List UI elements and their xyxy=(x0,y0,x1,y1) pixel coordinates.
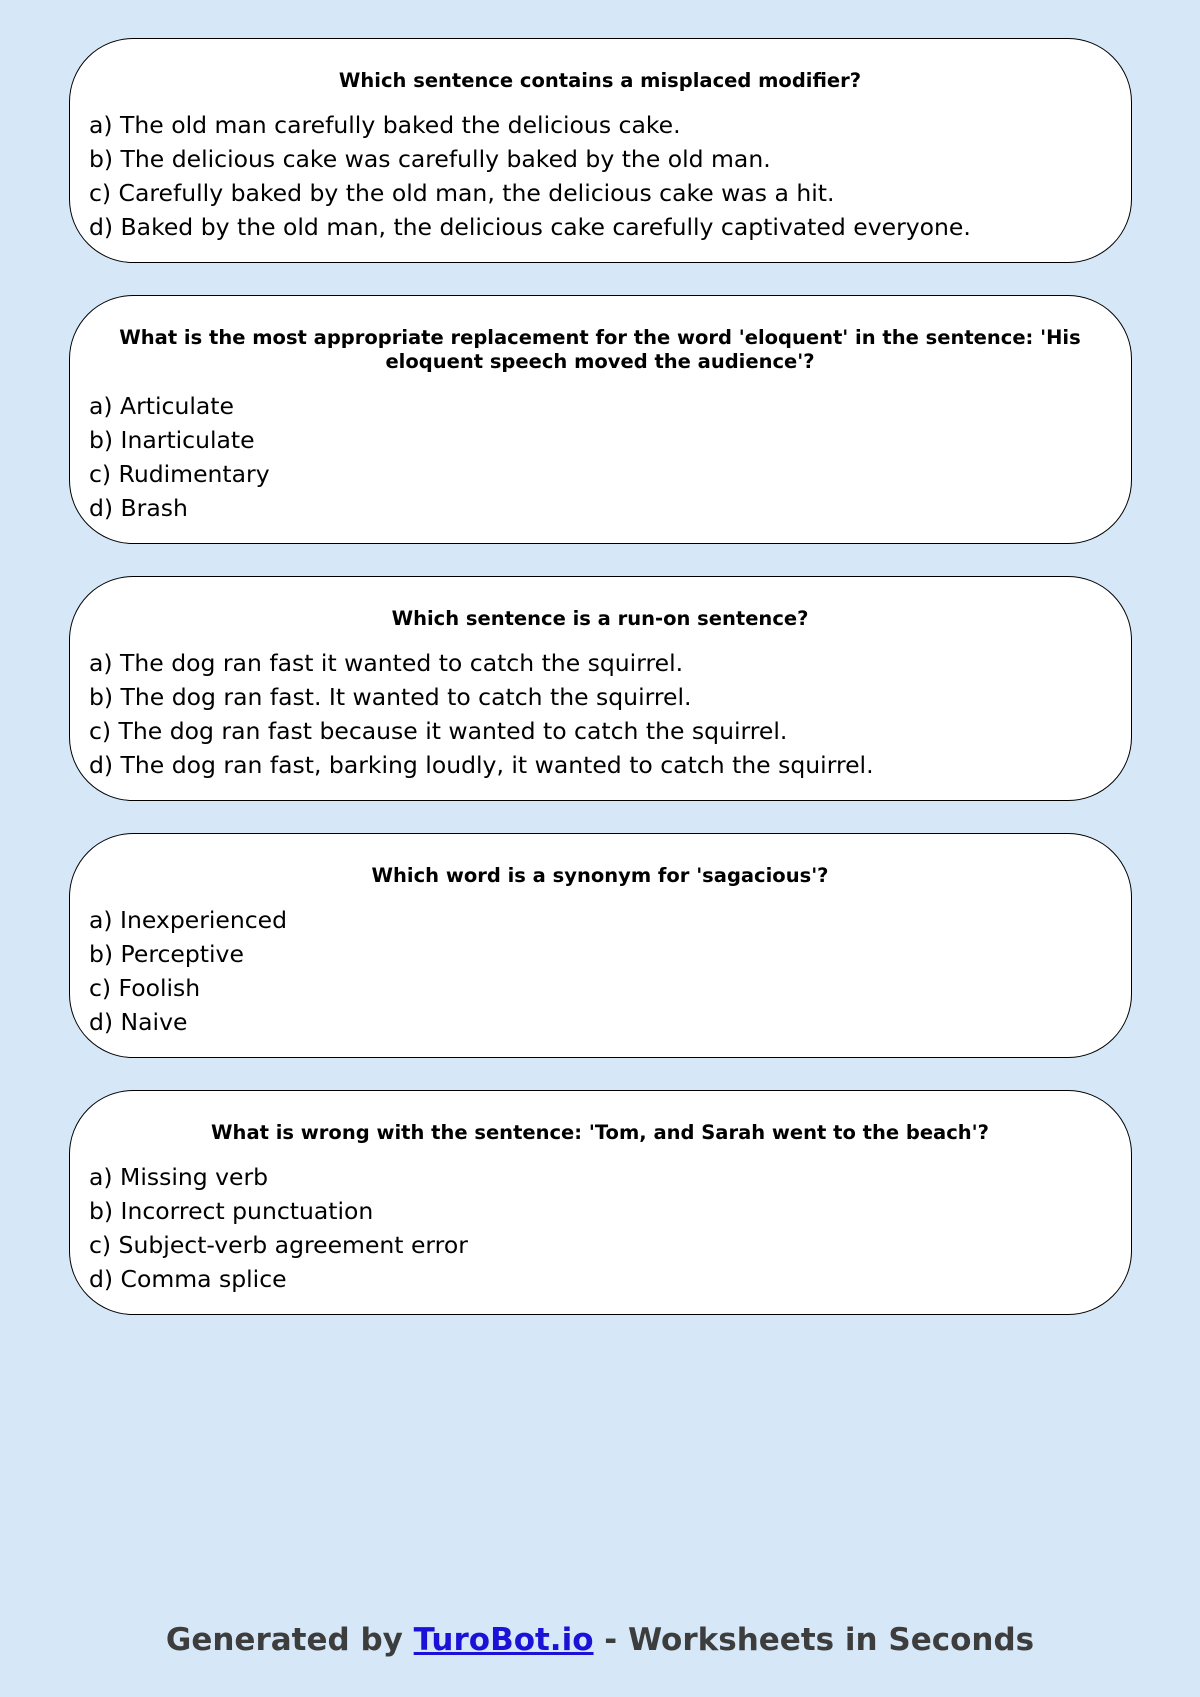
question-prompt: Which word is a synonym for 'sagacious'? xyxy=(371,864,829,887)
question-card xyxy=(69,576,1132,801)
option-a: a) The old man carefully baked the delicious cake. xyxy=(89,111,681,139)
option-list xyxy=(89,1160,1111,1296)
option-a: a) Inexperienced xyxy=(89,906,288,934)
option-b: b) The dog ran fast. It wanted to catch the squirrel. xyxy=(89,683,692,711)
option-list xyxy=(89,646,1111,782)
question-card xyxy=(69,833,1132,1058)
option-a: a) Articulate xyxy=(89,392,234,420)
option-c: c) Carefully baked by the old man, the delicious cake was a hit. xyxy=(89,179,835,207)
question-card xyxy=(69,295,1132,544)
question-list xyxy=(69,38,1132,1347)
footer-suffix: - Worksheets in Seconds xyxy=(593,1622,1035,1658)
option-d: d) Baked by the old man, the delicious cake carefully captivated everyone. xyxy=(89,213,971,241)
option-b: b) Inarticulate xyxy=(89,426,255,454)
option-c: c) The dog ran fast because it wanted to catch the squirrel. xyxy=(89,717,788,745)
option-d: d) Brash xyxy=(89,494,188,522)
option-b: b) Perceptive xyxy=(89,940,244,968)
option-list xyxy=(89,389,1111,525)
question-card xyxy=(69,38,1132,263)
option-list xyxy=(89,108,1111,244)
question-prompt: Which sentence is a run-on sentence? xyxy=(391,607,809,630)
turobot-link[interactable]: TuroBot.io xyxy=(413,1622,594,1658)
option-d: d) The dog ran fast, barking loudly, it wanted to catch the squirrel. xyxy=(89,751,874,779)
option-d: d) Naive xyxy=(89,1008,188,1036)
question-prompt: Which sentence contains a misplaced modifier? xyxy=(338,69,862,92)
option-a: a) Missing verb xyxy=(89,1163,269,1191)
option-b: b) Incorrect punctuation xyxy=(89,1197,374,1225)
option-list xyxy=(89,903,1111,1039)
footer-credit xyxy=(0,1618,1200,1662)
option-a: a) The dog ran fast it wanted to catch the squirrel. xyxy=(89,649,684,677)
question-prompt: What is wrong with the sentence: 'Tom, and Sarah went to the beach'? xyxy=(211,1121,989,1144)
question-card xyxy=(69,1090,1132,1315)
footer-prefix: Generated by xyxy=(165,1622,414,1658)
question-prompt: What is the most appropriate replacement for the word 'eloquent' in the sentence: 'His eloquent speech moved the audience'? xyxy=(119,326,1081,373)
option-d: d) Comma splice xyxy=(89,1265,287,1293)
option-c: c) Foolish xyxy=(89,974,201,1002)
option-c: c) Rudimentary xyxy=(89,460,270,488)
option-b: b) The delicious cake was carefully baked by the old man. xyxy=(89,145,771,173)
option-c: c) Subject-verb agreement error xyxy=(89,1231,468,1259)
